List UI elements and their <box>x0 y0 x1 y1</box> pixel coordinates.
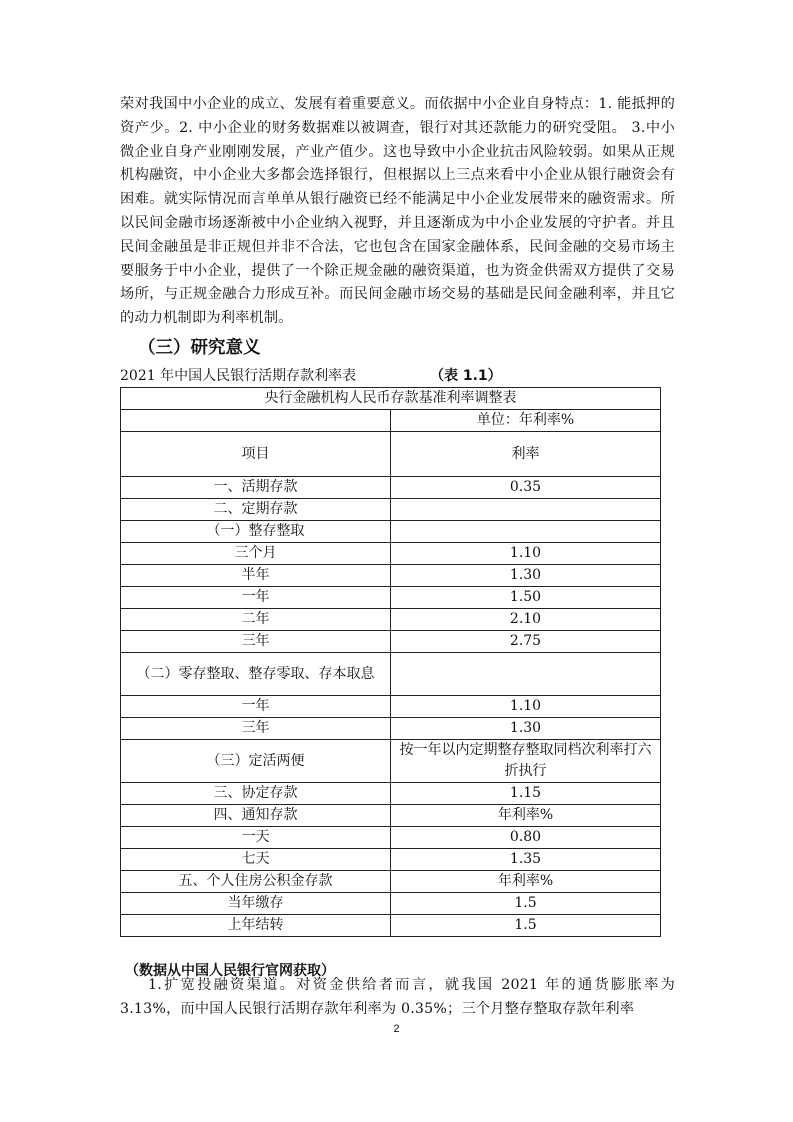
table-unit-blank <box>121 410 391 432</box>
table-row <box>121 783 661 805</box>
table-row <box>121 565 661 587</box>
table-unit: 单位：年利率% <box>391 410 661 432</box>
row-item: 一年 <box>121 587 391 609</box>
row-rate: 1.5 <box>391 915 661 937</box>
table-row <box>121 893 661 915</box>
row-item: 四、通知存款 <box>121 805 391 827</box>
row-rate: 0.80 <box>391 827 661 849</box>
table-row <box>121 543 661 565</box>
row-item: 三个月 <box>121 543 391 565</box>
row-rate: 年利率% <box>391 805 661 827</box>
row-item: 五、个人住房公积金存款 <box>121 871 391 893</box>
row-item: 七天 <box>121 849 391 871</box>
table-row <box>121 805 661 827</box>
table-row <box>121 718 661 740</box>
row-item: 半年 <box>121 565 391 587</box>
row-item: 当年缴存 <box>121 893 391 915</box>
source-note: （数据从中国人民银行官网获取） <box>125 963 335 979</box>
row-item: （三）定活两便 <box>121 740 391 783</box>
row-rate <box>391 521 661 543</box>
intro-paragraph: 荣对我国中小企业的成立、发展有着重要意义。而依据中小企业自身特点：1. 能抵押的资产少。2. 中小企业的财务数据难以被调查，银行对其还款能力的研究受阻。 3.中小微企业自身产业刚刚发展，产业产值少。这也导致中小企业抗击风险较弱。如果从正规机构融资，中小企业大多都会选择银行，但根据以上三点来看中小企业从银行融资会有困难。就实际情况而言单单从银行融资已经不能满足中小企业发展带来的融资需求。所以民间金融市场逐渐被中小企业纳入视野，并且逐渐成为中小企业发展的守护者。并且民间金融虽是非正规但并非不合法，它也包含在国家金融体系，民间金融的交易市场主要服务于中小企业，提供了一个除正规金融的融资渠道，也为资金供需双方提供了交易场所，与正规金融合力形成互补。而民间金融市场交易的基础是民间金融利率，并且它的动力机制即为利率机制。 <box>120 96 675 327</box>
table-row <box>121 871 661 893</box>
table-row <box>121 499 661 521</box>
column-header-rate: 利率 <box>391 432 661 477</box>
row-rate <box>391 653 661 696</box>
row-rate: 1.10 <box>391 543 661 565</box>
row-rate: 1.5 <box>391 893 661 915</box>
row-rate: 按一年以内定期整存整取同档次利率打六折执行 <box>391 740 661 783</box>
section-heading: （三）研究意义 <box>138 338 261 358</box>
table-row <box>121 631 661 653</box>
table-row <box>121 653 661 696</box>
table-row <box>121 587 661 609</box>
table-row <box>121 696 661 718</box>
deposit-rate-table <box>120 387 661 937</box>
row-rate: 1.30 <box>391 718 661 740</box>
table-row <box>121 915 661 937</box>
table-title: 央行金融机构人民币存款基准利率调整表 <box>121 388 661 410</box>
row-item: 一、活期存款 <box>121 477 391 499</box>
table-row <box>121 521 661 543</box>
row-item: 二、定期存款 <box>121 499 391 521</box>
row-item: 上年结转 <box>121 915 391 937</box>
row-item: 三年 <box>121 718 391 740</box>
row-item: （二）零存整取、整存零取、存本取息 <box>121 653 391 696</box>
row-rate <box>391 499 661 521</box>
row-rate: 0.35 <box>391 477 661 499</box>
table-row <box>121 740 661 783</box>
table-caption-tag: （表 1.1） <box>430 368 502 384</box>
body-paragraph <box>120 974 675 1022</box>
row-rate: 2.75 <box>391 631 661 653</box>
table-caption-title: 2021 年中国人民银行活期存款利率表 <box>120 368 357 384</box>
column-header-item: 项目 <box>121 432 391 477</box>
row-rate: 年利率% <box>391 871 661 893</box>
row-rate: 1.50 <box>391 587 661 609</box>
body-paragraph-text: 1.扩宽投融资渠道。对资金供给者而言，就我国 2021 年的通货膨胀率为 3.13%，而中国人民银行活期存款年利率为 0.35%；三个月整存整取存款年利率 <box>120 977 675 1017</box>
row-item: 三年 <box>121 631 391 653</box>
row-rate: 1.30 <box>391 565 661 587</box>
row-item: 一天 <box>121 827 391 849</box>
page-number: 2 <box>393 1023 400 1035</box>
row-item: （一）整存整取 <box>121 521 391 543</box>
row-rate: 2.10 <box>391 609 661 631</box>
row-rate: 1.10 <box>391 696 661 718</box>
table-row <box>121 477 661 499</box>
row-item: 三、协定存款 <box>121 783 391 805</box>
row-rate: 1.35 <box>391 849 661 871</box>
row-rate: 1.15 <box>391 783 661 805</box>
table-row <box>121 849 661 871</box>
row-item: 二年 <box>121 609 391 631</box>
row-item: 一年 <box>121 696 391 718</box>
table-row <box>121 609 661 631</box>
table-row <box>121 827 661 849</box>
